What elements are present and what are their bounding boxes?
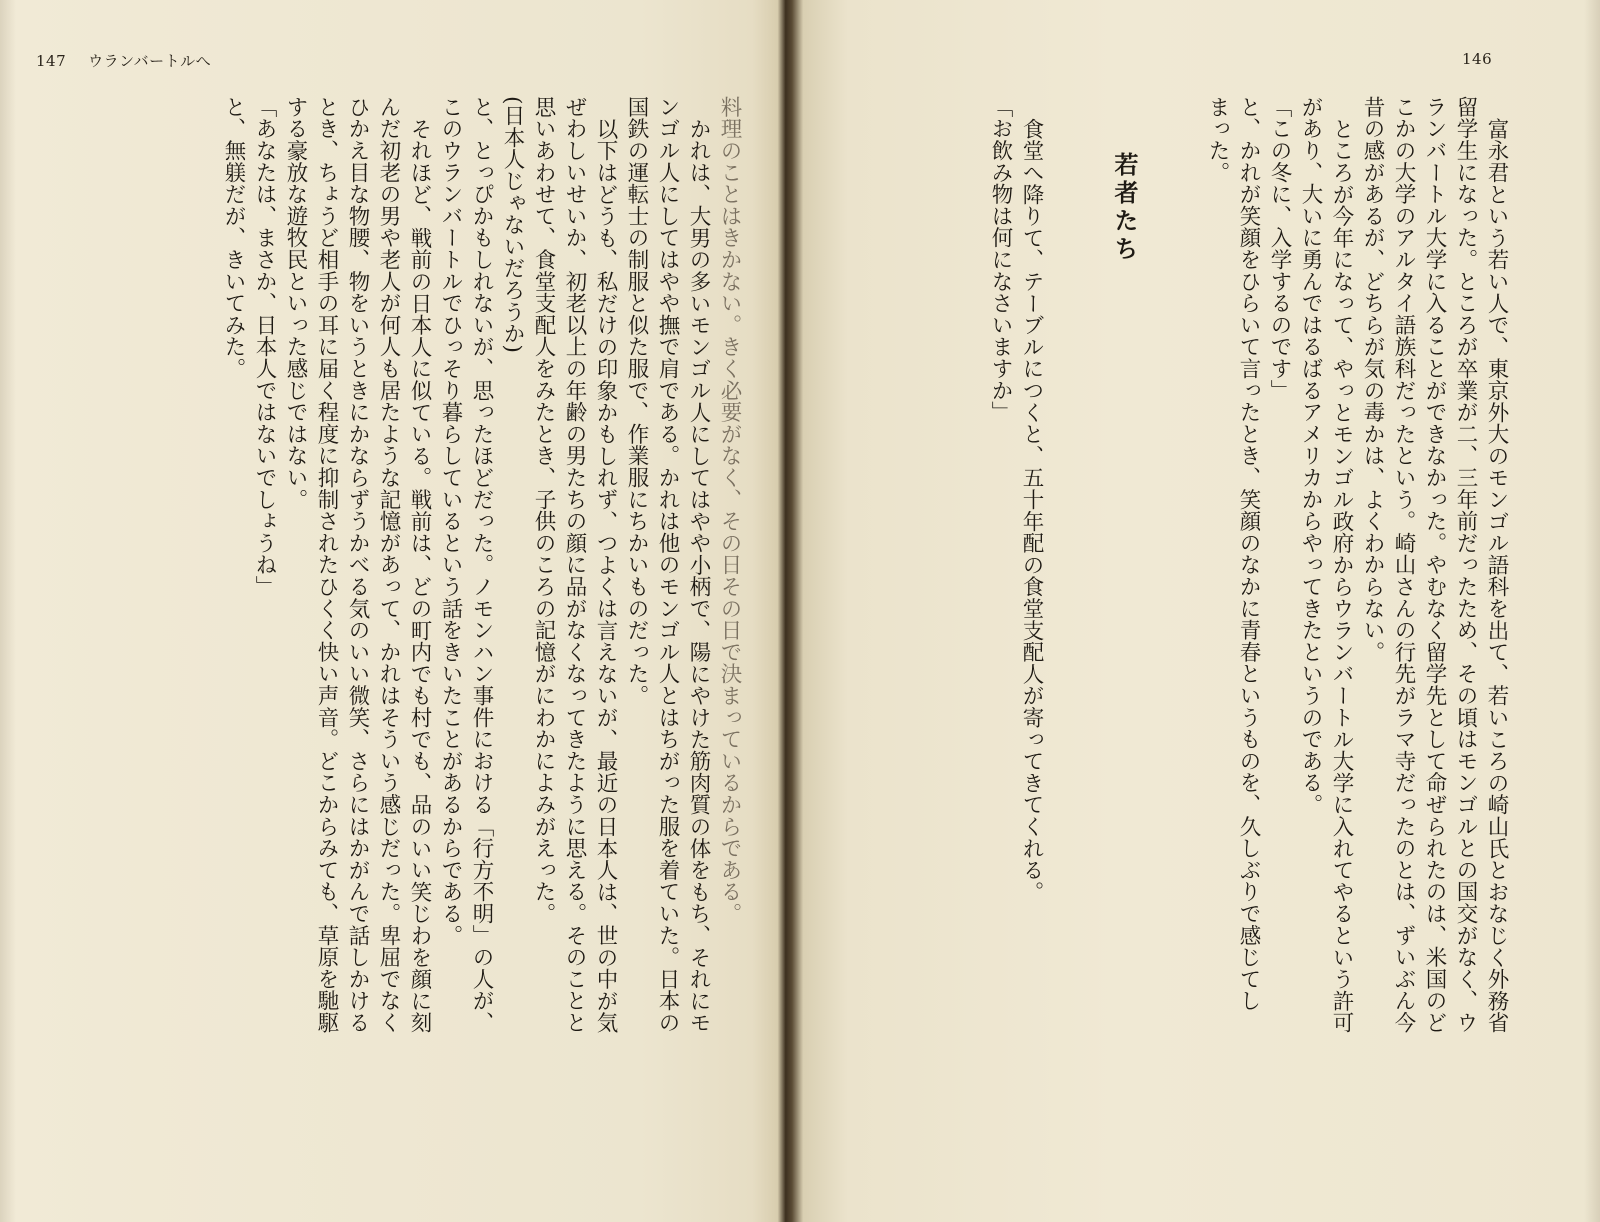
right-page	[790, 0, 1600, 1222]
text-line: こかの大学のアルタイ語族科だったという。崎山さんの行先がラマ寺だったのとは、ずいぶん今	[1391, 96, 1416, 1034]
text-line: 「この冬に、入学するのです」	[1267, 96, 1292, 402]
text-line: と、無躾だが、きいてみた。	[221, 96, 246, 380]
section-gap	[1140, 96, 1202, 1166]
page-edge-shadow	[1584, 0, 1600, 1222]
text-line: する豪放な遊牧民といった感じではない。	[283, 96, 308, 511]
text-line: があり、大いに勇んではるばるアメリカからやってきたというのである。	[1298, 96, 1323, 816]
left-page	[0, 0, 780, 1222]
text-line: (日本人じゃないだろうか)	[500, 96, 525, 354]
text-line: 国鉄の運転士の制服と似た服で、作業服にちかいものだった。	[624, 96, 649, 707]
left-page-header	[36, 50, 211, 71]
text-line: ぜわしいせいか、初老以上の年齢の男たちの顔に品がなくなってきたように思える。そのことと	[562, 96, 587, 1034]
right-page-body	[985, 96, 1512, 1166]
section-gap	[1047, 96, 1109, 1166]
text-line: と、とっぴかもしれないが、思ったほどだった。ノモンハン事件における「行方不明」の人が、	[469, 96, 494, 1034]
left-page-body	[218, 96, 745, 1166]
running-title: ウランバートルへ	[88, 52, 212, 70]
text-line: 以下はどうも、私だけの印象かもしれず、つよくは言えないが、最近の日本人は、世の中が気	[593, 117, 618, 1034]
text-line: とき、ちょうど相手の耳に届く程度に抑制されたひくく快い声音。どこからみても、草原を馳駆	[314, 96, 339, 1034]
text-line: かれは、大男の多いモンゴル人にしてはやや小柄で、陽にやけた筋肉質の体をもち、それにモ	[686, 117, 711, 1034]
text-line: 昔の感があるが、どちらが気の毒かは、よくわからない。	[1360, 96, 1385, 663]
section-heading: 若者たち	[1110, 152, 1139, 264]
text-line: 「お飲み物は何になさいますか」	[988, 96, 1013, 423]
text-line: 「あなたは、まさか、日本人ではないでしょうね」	[252, 96, 277, 598]
text-line: 思いあわせて、食堂支配人をみたとき、子供のころの記憶がにわかによみがえった。	[531, 96, 556, 925]
page-edge-shadow	[0, 0, 16, 1222]
text-line: 食堂へ降りて、テーブルにつくと、五十年配の食堂支配人が寄ってきてくれる。	[1019, 117, 1044, 903]
text-line: ところが今年になって、やっとモンゴル政府からウランバートル大学に入れてやるという許可	[1329, 117, 1354, 1034]
text-line: 富永君という若い人で、東京外大のモンゴル語科を出て、若いころの崎山氏とおなじく外務省	[1484, 117, 1509, 1034]
text-line: ひかえ目な物腰、物をいうときにかならずうかべる気のいい微笑、さらにはかがんで話しかける	[345, 96, 370, 1034]
text-line: んだ初老の男や老人が何人も居たような記憶があって、かれはそういう感じだった。卑屈でなく	[376, 96, 401, 1034]
text-line: ランバートル大学に入ることができなかった。やむなく留学先として命ぜられたのは、米国のど	[1422, 96, 1447, 1034]
text-line: このウランバートルでひっそり暮らしているという話をきいたことがあるからである。	[438, 96, 463, 947]
right-page-number: 146	[1462, 50, 1493, 68]
left-page-number: 147	[36, 52, 67, 70]
text-line: 留学生になった。ところが卒業が二、三年前だったため、その頃はモンゴルとの国交がなく、ウ	[1453, 96, 1478, 1034]
text-line: 料理のことはきかない。きく必要がなく、その日その日で決まっているからである。	[717, 96, 742, 925]
text-line: と、かれが笑顔をひらいて言ったとき、笑顔のなかに青春というものを、久しぶりで感じてし	[1236, 96, 1261, 1012]
text-line: まった。	[1205, 96, 1230, 184]
text-line: ンゴル人にしてはやや撫で肩である。かれは他のモンゴル人とはちがった服を着ていた。日本の	[655, 96, 680, 1034]
text-line: それほど、戦前の日本人に似ている。戦前は、どの町内でも村でも、品のいい笑じわを顔に刻	[407, 117, 432, 1034]
